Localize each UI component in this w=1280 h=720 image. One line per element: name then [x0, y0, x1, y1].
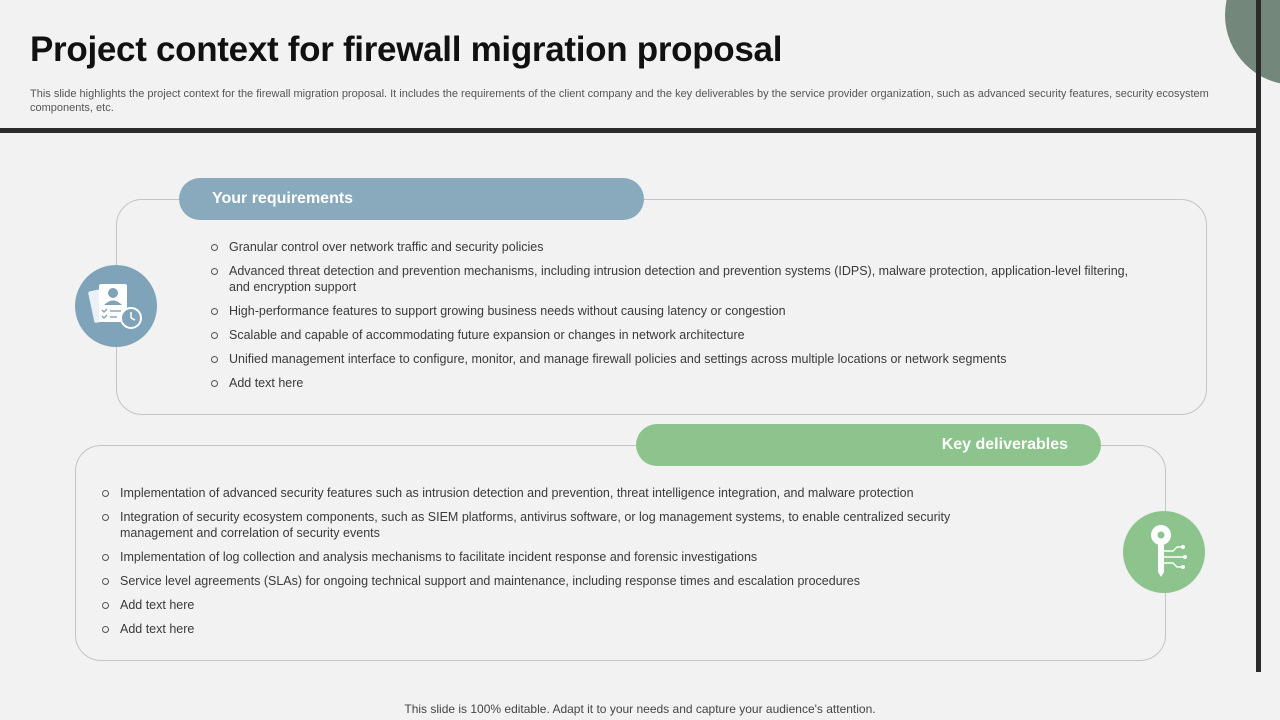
- deliverables-list: [102, 485, 1022, 645]
- list-item: Scalable and capable of accommodating future expansion or changes in network architecture: [211, 327, 1141, 343]
- list-item: Advanced threat detection and prevention mechanisms, including intrusion detection and prevention systems (IDPS), malware protection, application-level filtering, and encryption support: [211, 263, 1141, 295]
- digital-key-icon: [1123, 511, 1205, 593]
- footer-note: This slide is 100% editable. Adapt it to your needs and capture your audience's attention.: [404, 702, 876, 716]
- page-title: Project context for firewall migration proposal: [30, 30, 783, 69]
- requirements-list: [211, 239, 1141, 399]
- horizontal-divider: [0, 128, 1258, 133]
- list-item: Add text here: [211, 375, 1141, 391]
- vertical-divider: [1256, 0, 1261, 672]
- list-item: Add text here: [102, 621, 1022, 637]
- requirements-heading: Your requirements: [179, 178, 644, 220]
- page-subtitle: This slide highlights the project context for the firewall migration proposal. It includes the requirements of the client company and the key deliverables by the service provider organization, such as advanced security features, security ecosystem components, etc.: [30, 88, 1209, 114]
- deliverables-heading: Key deliverables: [636, 424, 1101, 466]
- list-item: Add text here: [102, 597, 1022, 613]
- list-item: Implementation of advanced security features such as intrusion detection and prevention, threat intelligence integration, and malware protection: [102, 485, 1022, 501]
- list-item: High-performance features to support growing business needs without causing latency or congestion: [211, 303, 1141, 319]
- list-item: Unified management interface to configure, monitor, and manage firewall policies and settings across multiple locations or network segments: [211, 351, 1141, 367]
- decorative-corner-circle: [1225, 0, 1280, 85]
- list-item: Service level agreements (SLAs) for ongoing technical support and maintenance, including response times and escalation procedures: [102, 573, 1022, 589]
- list-item: Implementation of log collection and analysis mechanisms to facilitate incident response and forensic investigations: [102, 549, 1022, 565]
- list-item: Integration of security ecosystem components, such as SIEM platforms, antivirus software, or log management systems, to enable centralized security management and correlation of security events: [102, 509, 1022, 541]
- list-item: Granular control over network traffic and security policies: [211, 239, 1141, 255]
- checklist-profile-clock-icon: [75, 265, 157, 347]
